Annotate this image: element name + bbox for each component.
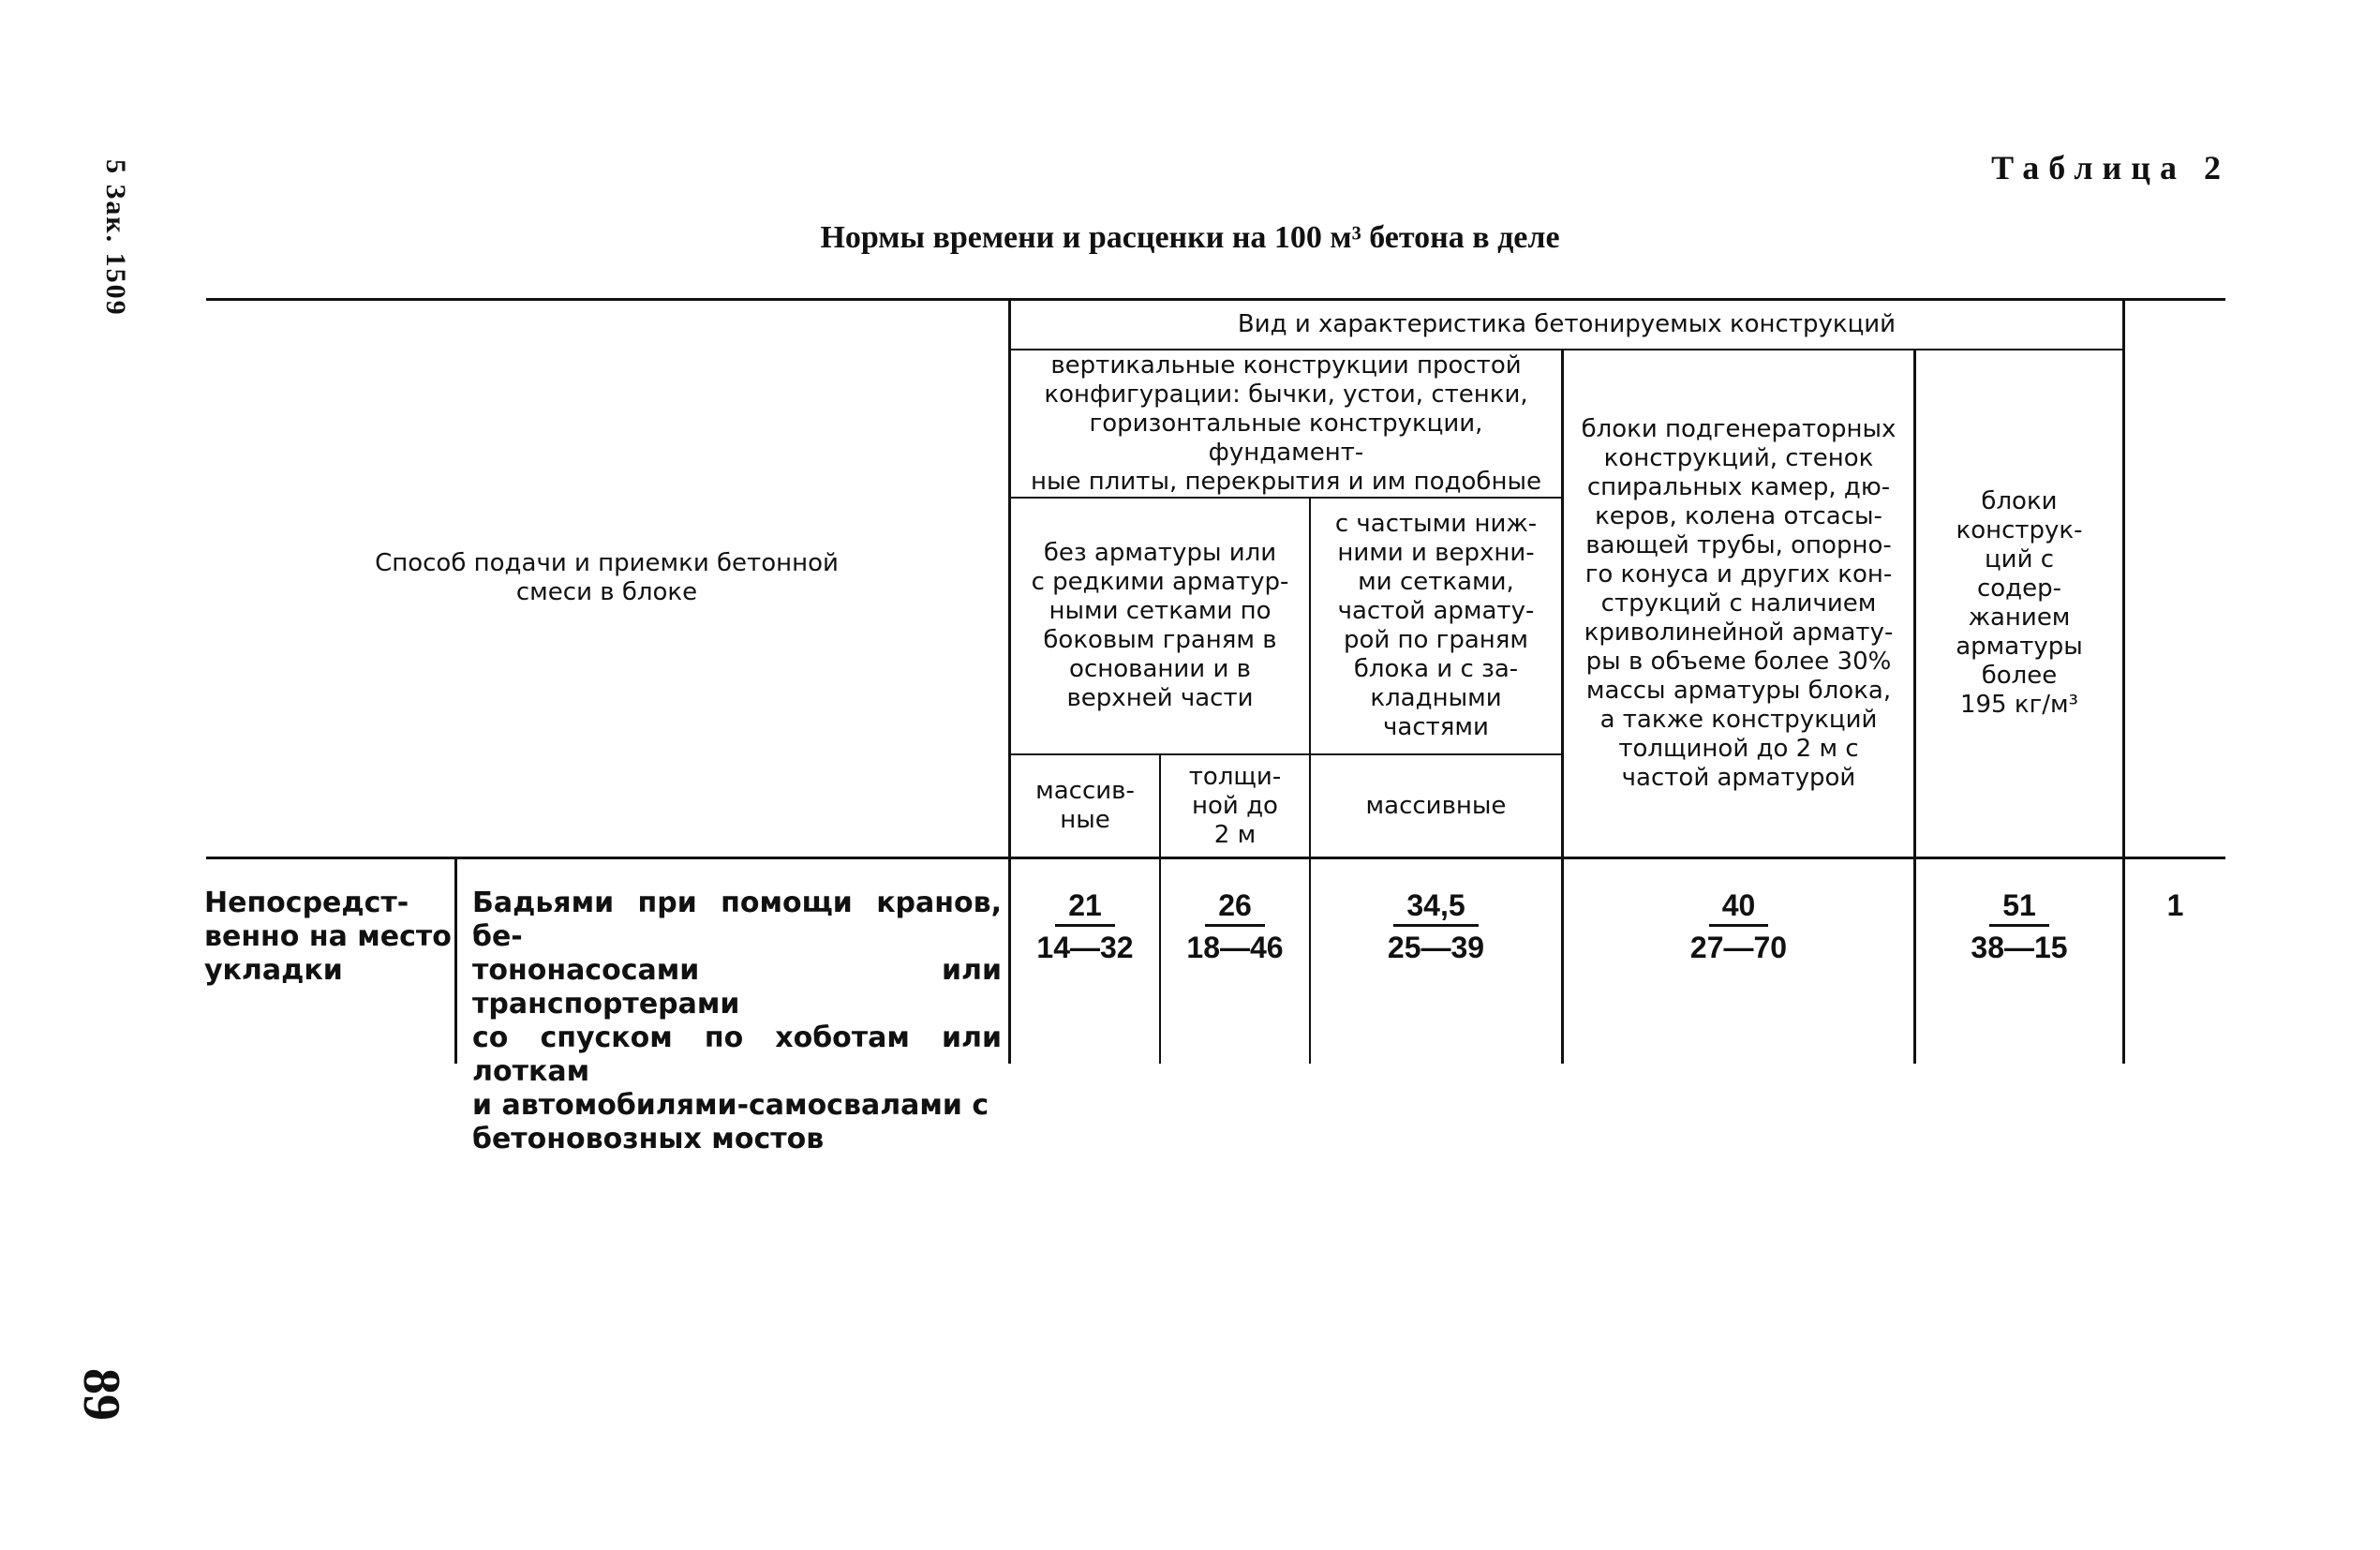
table-title: Нормы времени и расценки на 100 м³ бетона в деле — [820, 220, 1560, 255]
header-generator-blocks: блоки подгенераторных конструкций, стенок спиральных камер, дю- керов, колена отсасы- вающей трубы, опорно- го конуса и других кон- струкций с наличием криволинейной армату- ры в объеме более 30% массы арматуры блока, а также конструкций толщиной до 2 м с частой арматурой — [1581, 414, 1897, 792]
header-thin: толщи- ной до 2 м — [1188, 762, 1282, 849]
value-massive-dense: 34,5 25—39 — [1387, 888, 1485, 964]
row-description: Бадьями при помощи кранов, бе- тононасосами или транспортерами со спуском по хоботам или лоткам и автомобилями-самосвалами с бетоновозных мостов — [472, 887, 1002, 1155]
header-vertical-structures: вертикальные конструкции простой конфигурации: бычки, устои, стенки, горизонтальные конструкции, фундамент- ные плиты, перекрытия и им подобные — [1031, 350, 1541, 496]
header-construction-type: Вид и характеристика бетонируемых конструкций — [1237, 310, 1897, 338]
header-sparse-reinforcement: без арматуры или с редкими арматур- ными сетками по боковым граням в основании и в верхней части — [1031, 539, 1289, 712]
value-heavy-blocks: 51 38—15 — [1971, 888, 2068, 964]
value-massive-sparse: 21 14—32 — [1036, 888, 1134, 964]
header-method: Способ подачи и приемки бетонной смеси в блоке — [375, 549, 839, 606]
value-thin-sparse: 26 18—46 — [1186, 888, 1284, 964]
row-method: Непосредст- венно на место укладки — [204, 887, 452, 987]
page-number: 89 — [72, 1368, 130, 1421]
header-dense-reinforcement: с частыми ниж- ними и верхни- ми сетками, частой армату- рой по граням блока и с за- кладными частями — [1334, 510, 1538, 741]
side-order-note: 5 Зак. 1509 — [100, 159, 131, 317]
value-generator-blocks: 40 27—70 — [1689, 888, 1788, 964]
header-massive-dense: массивные — [1365, 791, 1507, 820]
table-label: Таблица 2 — [1991, 149, 2230, 186]
header-heavy-reinforcement: блоки конструк- ций с содер- жанием арматуры более 195 кг/м³ — [1956, 487, 2083, 719]
header-massive: массив- ные — [1035, 777, 1135, 834]
row-index: 1 — [2166, 888, 2184, 922]
